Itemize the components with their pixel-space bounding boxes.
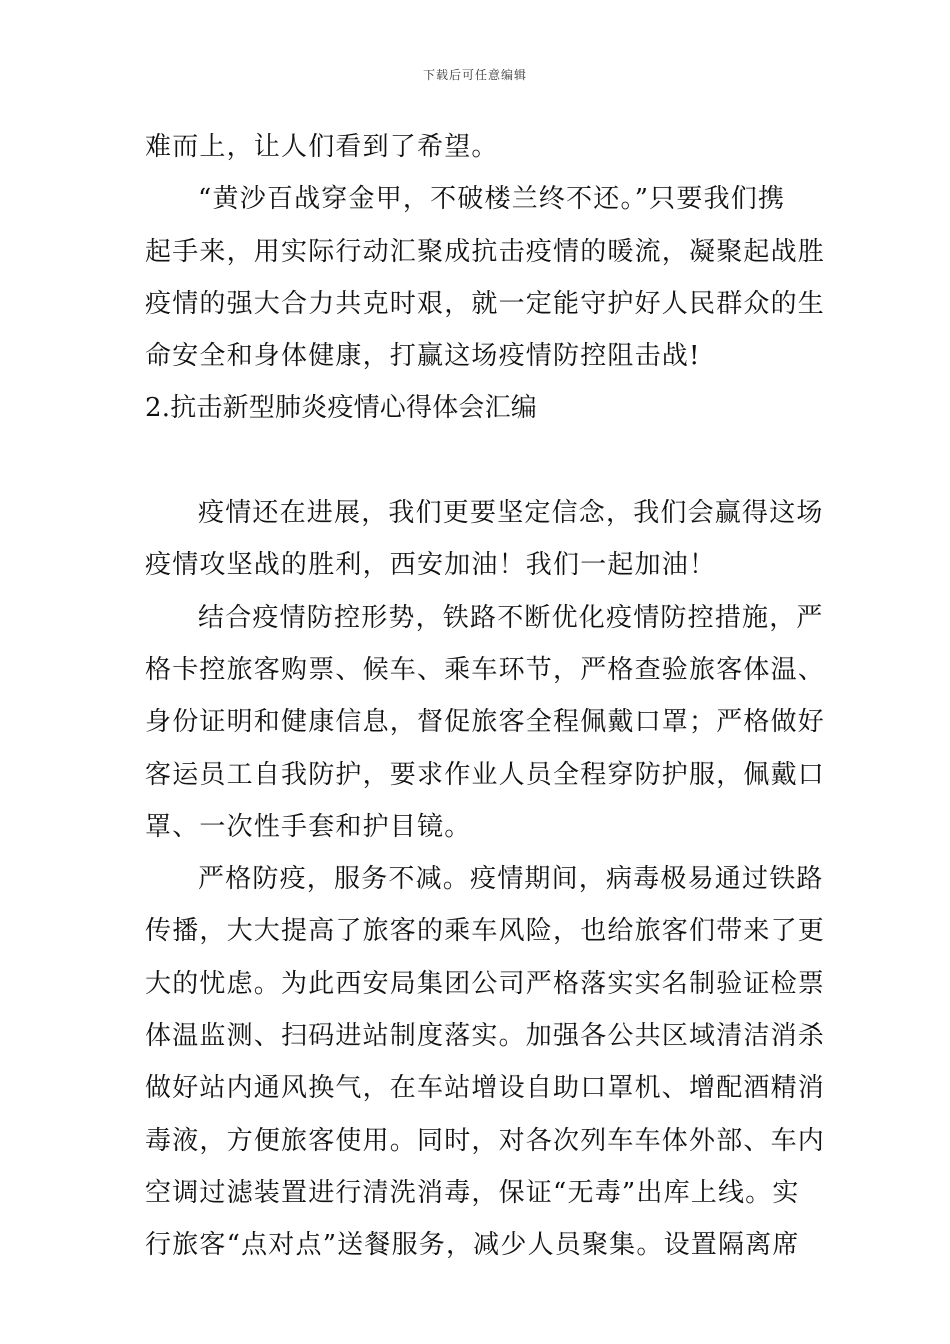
text-line: 大的忧虑。为此西安局集团公司严格落实实名制验证检票 — [145, 968, 826, 999]
text-line: 疫情攻坚战的胜利，西安加油！我们一起加油！ — [145, 550, 717, 581]
text-line: 疫情还在进展，我们更要坚定信念，我们会赢得这场 — [198, 498, 824, 529]
text-line: 命安全和身体健康，打赢这场疫情防控阻击战! — [145, 341, 701, 372]
text-line: 体温监测、扫码进站制度落实。加强各公共区域清洁消杀 — [145, 1021, 826, 1052]
text-line: 结合疫情防控形势，铁路不断优化疫情防控措施，严 — [198, 602, 824, 633]
text-line: 严格防疫，服务不减。疫情期间，病毒极易通过铁路 — [198, 864, 824, 895]
text-line: 客运员工自我防护，要求作业人员全程穿防护服，佩戴口 — [145, 759, 826, 790]
text-line: “黄沙百战穿金甲，不破楼兰终不还。”只要我们携 — [198, 184, 786, 215]
text-line: 行旅客“点对点”送餐服务，减少人员聚集。设置隔离席 — [145, 1230, 800, 1261]
text-line: 毒液，方便旅客使用。同时，对各次列车车体外部、车内 — [145, 1125, 826, 1156]
text-line: 罩、一次性手套和护目镜。 — [145, 811, 472, 842]
text-line: 起手来，用实际行动汇聚成抗击疫情的暖流，凝聚起战胜 — [145, 236, 826, 267]
text-line: 空调过滤装置进行清洗消毒，保证“无毒”出库上线。实 — [145, 1177, 800, 1208]
page-header: 下载后可任意编辑 — [422, 68, 527, 82]
text-line: 身份证明和健康信息，督促旅客全程佩戴口罩；严格做好 — [145, 707, 826, 738]
text-line: 格卡控旅客购票、候车、乘车环节，严格查验旅客体温、 — [145, 654, 826, 685]
section-heading: 2.抗击新型肺炎疫情心得体会汇编 — [145, 393, 538, 424]
text-line: 传播，大大提高了旅客的乘车风险，也给旅客们带来了更 — [145, 916, 826, 947]
text-line: 难而上，让人们看到了希望。 — [145, 132, 499, 162]
blank-line — [145, 435, 805, 487]
document-body — [145, 121, 826, 1272]
text-line: 疫情的强大合力共克时艰，就一定能守护好人民群众的生 — [145, 288, 826, 319]
text-line: 做好站内通风换气，在车站增设自助口罩机、增配酒精消 — [145, 1073, 826, 1104]
